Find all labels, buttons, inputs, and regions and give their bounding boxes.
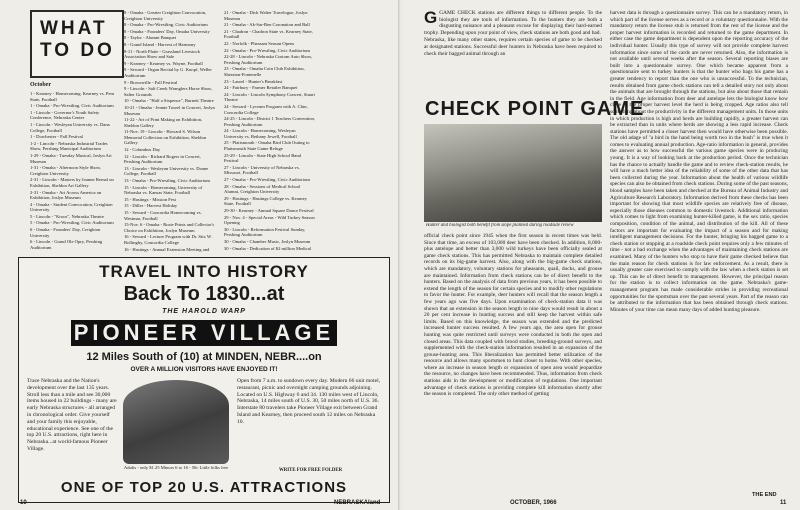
left-page-number: 10 — [20, 500, 27, 506]
ad-right-text: Open from 7 a.m. to sundown every day. Modern 66 unit motel, restaurant, picnic and overnight camping grounds adjoining. Located on U.S. Highway 6 and 34. 130 miles west of Lincoln, Nebraska, 14 miles south of U.S. 30, 50 miles north of U.S. 36. Interstate 80 travelers take Pioneer Village exit between Grand Island and Kearney, then proceed south 12 miles on Nebraska 10. — [237, 378, 381, 425]
event-item: 5 - Omaha - Pro-Wrestling, Civic Auditorium — [30, 220, 114, 226]
event-item: 8-11 - North Platte - Grassland Livestock Association Show and Sale — [124, 48, 200, 60]
event-item: 1 - Omaha - Pro-Wrestling, Civic Auditorium — [30, 103, 114, 109]
left-page-magazine: NEBRASKAland — [334, 500, 381, 506]
event-item: 16 - Seward - Lecture Program with Dr. Stix W. Bollinghy, Concordia College — [124, 234, 212, 245]
article-title: CHECK POINT GAME — [425, 98, 645, 120]
ad-harold-warp: THE HAROLD WARP — [162, 308, 246, 315]
event-item: 1 - Lincoln - Governor's Youth Safety Conference, Nebraska Center — [30, 109, 100, 121]
event-item: 9 - Seward - Organ Recital by G. Knopf, Weller Auditorium — [124, 67, 212, 78]
article-column-1: official check point since 1945 when the first season in recent times was held. Since that time, an excess of 103,000 deer have been checked. In addition, 8,000-plus antelope and better than 3,000 wild turkeys have been officially sealed at game check stations. This has permitted Nebraska to maintain complete detailed records on its big-game harvest. Also, along with the big-game check stations, which are mandatory, voluntary stations for pheasants, quail, ducks, and grouse are maintained. Information from check stations can be of direct benefit to the hunters. Based on the analysis of data from previous years, it has been possible to extend the length of the season for certain species and to modify other regulations to favor the hunter. For example, deer hunters will recall that the season length a few years ago was five days. Upon examination of check-station data it was shown that an extension in the season length to nine days would result in about a 20 per cent increase in hunting success and still keep the harvest within safe limits. Based on this knowledge, the season was extended and the predicted increased hunter success resulted. A few years ago, the area open for grouse hunting was quite restricted until surveys were conducted in both the open and closed areas. This data coupled with brood studies, breeding-ground surveys, and supplemented with the check-station information resulted in an expansion of the grouse-hunting area. This liberalization has permitted better utilization of the resource and allows many sportsmen to hunt closer to home. With other species, where an increase in season length or expansion of open area would jeopardize the resource, no changes have been recommended. Thus, information from check stations aids in the development or modification of regulations. One important advantage of check stations is providing complete kill information shortly after the season is completed. The only other method of getting — [424, 233, 602, 398]
ad-headline: TRAVEL INTO HISTORY — [99, 262, 309, 281]
event-item: 24 - Lincoln - Lincoln Symphony Concert, Stuart Theatre — [224, 91, 315, 103]
ad-left-text: Trace Nebraska and the Nation's development over the last 135 years. Stroll less than a mile and see 30,000 items housed in 22 buildings - many are early Nebraska structures - all arranged in chronological order. Give yourself and your family this enjoyable, educational experience. See one of the top 20 U.S. attractions, right here in Nebraska...at world-famous Pioneer Village. — [27, 378, 117, 452]
event-item: 22 - Norfolk - Pheasant Season Opens — [224, 40, 295, 46]
event-item: 1-29 - Omaha - Tuesday Musical, Joslyn Art Museum — [30, 152, 112, 164]
event-item: 1 - Dorchester - Fall Festival — [30, 134, 83, 140]
event-item: 23 - Omaha - Omaha Coin Club Exhibition, Sheraton-Fontenelle — [224, 66, 305, 77]
event-item: 1-2 - Lincoln - Nebraska Industrial Trades Show, Pershing Municipal Auditorium — [30, 140, 108, 152]
event-item: 8 - Omaha - Pro-Wrestling, Civic Auditorium — [124, 22, 208, 28]
what-to-do-title — [40, 18, 115, 62]
event-item: 29 - Nov. 4 - Special Areas - Wild Turkey Season Opening — [224, 214, 315, 226]
intro-paragraph-2: Nebraska, like many other states, requires certain species of game to be checked at designated stations. Successful deer hunters in Nebraska have been required to check their bagged animal through an — [424, 37, 602, 57]
right-page — [402, 0, 800, 510]
event-item: 8 - Taylor - Alumni Banquet — [124, 35, 177, 41]
events-column-3 — [224, 10, 316, 252]
event-item: 25-29 - Lincoln - State High School Band Festival — [224, 152, 301, 164]
ad-price-caption: Adults - only $1.25 Minors 6 to 16 - 50c Little folks free — [123, 465, 229, 470]
event-item: 23 - Laurel - Hunter's Breakfast — [224, 78, 283, 84]
ad-pioneer-village: PIONEER VILLAGE — [71, 320, 337, 346]
event-item: 1 - Kearney - Homecoming. Kearney vs. Peru State, Football — [30, 91, 115, 102]
event-item: 4 - Omaha - Student Convocation, Creighton University — [30, 201, 113, 213]
ad-miles-line: 12 Miles South of (10) at MINDEN, NEBR....on — [86, 351, 322, 363]
hunter-biologist-photo — [424, 124, 602, 222]
event-item: 10-21 - Omaha - Jennie Tourel in Concert, Joslyn Museum — [124, 104, 215, 116]
event-item: 11-Nov. 19 - Lincoln - Howard S. Wilson Memorial Collection on Exhibition, Sheldon Gallery — [124, 129, 207, 146]
event-item: 30 - Omaha - Dedication of $2 million Medical — [224, 245, 312, 251]
event-item: 11-22 - Art of Print Making on Exhibition, Sheldon Gallery — [124, 117, 203, 128]
event-item: 13 - Lincoln - Wesleyan University vs. Doane College, Football — [124, 165, 209, 177]
event-item: 15 - Lincoln - Homecoming, University of Nebraska vs. Kansas State, Football — [124, 184, 203, 196]
ad-visitors-line: OVER A MILLION VISITORS HAVE ENJOYED IT! — [130, 366, 278, 373]
event-item: 21 - Omaha - Ak-Sar-Ben Coronation and Ball — [224, 22, 310, 28]
event-item: 28 - Omaha - Sessions of Medical School Alumni, Creighton University — [224, 183, 301, 195]
event-item: 6 - Omaha - Founders' Day, Creighton University — [30, 227, 101, 238]
event-item: 25 - Plattsmouth - Omaha Bird Club Outing to Plattsmouth State Game Refuge — [224, 140, 310, 152]
ad-write-line: WRITE FOR FREE FOLDER — [279, 468, 343, 473]
event-item: 8 - Omaha - Founders' Day, Omaha University — [124, 28, 210, 34]
event-item: 15 - Hastings - Mission Fest — [124, 196, 176, 202]
intro-paragraph: GAME CHECK stations are different things to different people. To the biologist they are tools of information. To the hunters they are both a disgusting nuisance and a pleasant excuse for displaying their hard-earned trophy. Depending upon your point of view, check stations are both good and bad. — [424, 10, 602, 36]
event-item: 12 - Lincoln - Richard Rogers in Concert, Pershing Auditorium — [124, 153, 201, 165]
event-item: 6 - Lincoln - Grand Ole Opry, Pershing Auditorium — [30, 239, 103, 250]
event-item: 1-31 - Omaha - Afternoon Style Show, Creighton University — [30, 165, 102, 176]
event-item: 30 - Lincoln - Reformation Festival Sunday, Pershing Auditorium — [224, 226, 306, 238]
right-page-date: OCTOBER, 1966 — [510, 500, 557, 506]
event-item: 27 - Lincoln - University of Nebraska vs. Missouri, Football — [224, 164, 300, 176]
event-item: 8 - Grand Island - Harvest of Harmony — [124, 41, 196, 47]
event-item: 10 - Omaha - "Half a Sixpence", Burnett Theatre — [124, 98, 214, 104]
article-intro — [424, 10, 602, 96]
drop-cap: G — [424, 10, 438, 27]
event-item: 24 - Seward - Lyceum Program with A. Chin, Concordia College — [224, 103, 308, 115]
event-item: 15 - Seward - Concordia Homecoming vs. Westmar, Football — [124, 210, 202, 221]
event-item: 27 - Omaha - Pro-Wrestling, Civic Auditorium — [224, 177, 310, 183]
events-column-2 — [124, 10, 216, 252]
ad-bottom-line: ONE OF TOP 20 U.S. ATTRACTIONS — [60, 479, 348, 496]
event-item: 2-31 - Lincoln - Masters by Joanne Bernal on Exhibition, Sheldon Art Gallery — [30, 177, 114, 188]
the-end-mark: THE END — [752, 492, 777, 498]
article-column-2: harvest data is through a questionnaire survey. This can be a mandatory return, in which part of the license serves as a record or a voluntary questionnaire. With the mandatory return the license stub is returned from the rest of the license and the proper harvest information is recorded and returned to the game department. In either case the game department is dependent upon the reporting accuracy of the individual hunter. Usually this type of survey will not provide complete harvest information since some of the cards are never returned. Also, the information is not available until several weeks after the season. Several reporting biases are built into a questionnaire survey. One which became apparent from a questionnaire sent to turkey hunters is that the hunter who bags his game has a greater tendency to report than the one who is unsuccessful. To the technician, results obtained from game check stations can tell a detailed story not only about the animals that are brought through the stations, but also about those that remain in the field. Age information from deer and antelope lets the biologist know how close to the proper harvest level the herd is being cropped. Age ratios also tell something about the productivity in the different management units. In those units in which production is high and herds are building rapidly, a greater harvest can be extracted than in units where herds are showing a less rapid increase. Check stations have permitted a closer harvest then would have otherwise been possible. The old adage of "a bird in the hand being worth two in the bush" is true when it comes to evaluating annual production. Age-ratio information in general, provides the answer as to how successful the various game species were in producing young. It is a way of looking back at the production period. Once the technician has the chance to actually handle the game and to review check-station results, he will have a much better idea of the reliability of some of the other data that has been collected during the year. Information about the health of various wildlife species can also be obtained from check stations. During some of the past seasons, blood samples have been taken and checked at the Bureau of Animal Industry and Agriculture Research Laboratory. Information derived from these checks has been important for showing that most wildlife species are relatively free of disease, especially those diseases common to domestic livestock. Additional information which comes to light from examining hunter-killed game, is the sex ratio, species composition, condition of the animal, and distribution of the kill. All of these factors are important for evaluating the impact of a season and for making intelligent management decisions. For the hunter, bringing his bagged game to a check station or stopping at a roadside check point requires only a few minutes of time - not a bad exchange when the advantages of maintaining check stations are examined. Many of the hunters who stop to have their game checked believe that the main reason for check stations is for law enforcement. As a result, there is usually greater care exercised to comply with the law when a check station is set up. This can be of direct benefit to management. However, the principal reason for the station is to collect information on the game. Nebraska's game-management program has made considerable strides in providing recreational opportunities for the sportsman over the past several years. Part of the reason can be attributed to the information that has been obtained through check stations. Minutes of your time can mean many days of added hunting pleasure. — [610, 10, 788, 313]
pioneer-village-ad — [18, 257, 390, 503]
event-item: 22 - Omaha - Pro-Wrestling, Civic Auditorium — [224, 47, 310, 53]
event-item: 29 - Hastings - Hastings College vs. Kearney State, Football — [224, 195, 307, 207]
event-item: 16 - Hastings - Annual Extension Meeting and — [124, 246, 210, 252]
month-heading: October — [30, 82, 51, 88]
event-item: 2-31 - Omaha - Art Across America on Exhibition, Joslyn Museum — [30, 189, 102, 201]
event-item: 9 - Lincoln - Salt Creek Wranglers Horse Show, Salter Grounds — [124, 86, 213, 97]
event-item: 1 - Lincoln - Wesleyan University vs. Dana College, Football — [30, 121, 110, 133]
event-item: 9 - Brownville - Fall Festival — [124, 79, 178, 85]
events-column-1 — [30, 91, 116, 251]
event-item: 24-25 - Lincoln - District 1 Teachers Convention, Pershing Auditorium — [224, 116, 315, 127]
event-item: 21 - Chadron - Chadron State vs. Kearney State, Football — [224, 28, 313, 40]
photo-caption: Hunter and biologist both benefit from slope planned during roadside review — [426, 223, 574, 228]
event-item: 15-Nov. 6 - Omaha - Rosie Prints and Collector's Choice on Exhibition, Joslyn Museum — [124, 222, 215, 233]
pioneer-village-photo — [123, 380, 229, 464]
event-item: 9 - Kearney - Kearney vs. Wayne, Football — [124, 60, 203, 66]
what-to-do-line-1: WHAT — [40, 18, 108, 39]
event-item: 12 - Columbus Day — [124, 147, 161, 153]
event-item: 15 - Diller - Harvest Holiday — [124, 203, 178, 209]
event-item: 24 - Lincoln - Homecoming, Wesleyan University vs. Bethany Jewell, Football — [224, 128, 297, 139]
event-item: 5 - Lincoln - "Kroos", Nebraska Theatre — [30, 213, 104, 219]
event-item: 29-30 - Kearney - Annual Square Dance Festival — [224, 208, 314, 213]
event-item: 30 - Omaha - Chamber Music, Joslyn Museum — [224, 238, 311, 244]
event-item: 13 - Omaha - Pro-Wrestling, Civic Auditorium — [124, 178, 210, 184]
what-to-do-line-2: TO DO — [40, 40, 115, 61]
event-item: 8 - Omaha - Greater Creighton Convocation, Creighton University — [124, 10, 207, 21]
what-to-do-heading-box — [30, 10, 124, 78]
event-item: 21 - Omaha - Dick Walter Travelogue, Joslyn Museum — [224, 10, 308, 21]
event-item: 24 - Fairbury - Farmer Retailer Banquet — [224, 85, 298, 91]
right-page-number: 11 — [780, 500, 787, 506]
ad-back-to: Back To 1830...at — [123, 283, 285, 305]
event-item: 22-28 - Lincoln - Nebraska Custom Auto Show, Pershing Auditorium — [224, 54, 312, 65]
